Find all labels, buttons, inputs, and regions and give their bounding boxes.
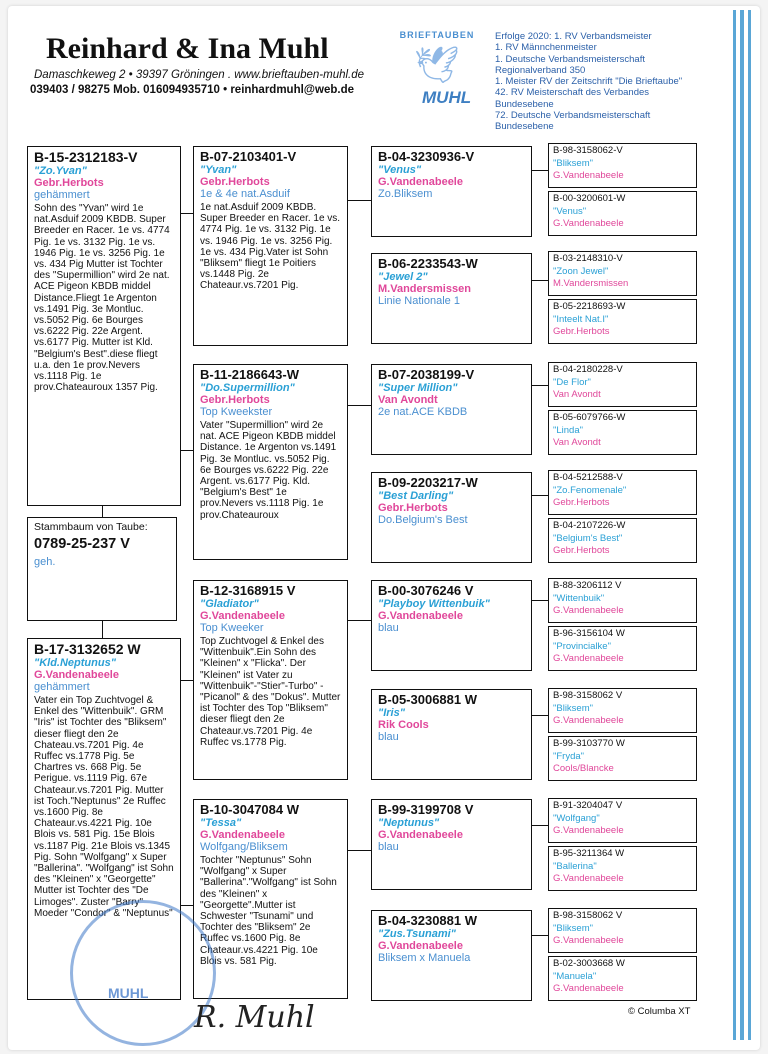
ring-number: B-05-6079766-W [553, 412, 626, 423]
grandparent-box [193, 364, 348, 560]
connector-line [102, 621, 103, 638]
breeder-name: Van Avondt [378, 394, 438, 406]
breeder-name: Gebr.Herbots [378, 502, 448, 514]
pigeon-name: "Iris" [378, 707, 405, 719]
connector-line [181, 213, 193, 214]
breeder-name: G.Vandenabeele [378, 610, 463, 622]
ring-number: B-05-3006881 W [378, 692, 477, 707]
pigeon-name: "Belgium's Best" [553, 532, 623, 544]
ancestor-box [548, 251, 697, 296]
success-line: Regionalverband 350 [495, 64, 586, 76]
great-grandparent-box [371, 580, 532, 671]
pigeon-name: "Fryda" [553, 750, 585, 762]
breeder-name: G.Vandenabeele [553, 605, 624, 616]
breeder-name: Rik Cools [378, 719, 429, 731]
breeder-name: G.Vandenabeele [553, 218, 624, 229]
connector-line [532, 280, 548, 281]
success-line: 42. RV Meisterschaft des Verbandes [495, 87, 650, 99]
connector-line [348, 200, 371, 201]
connector-line [102, 506, 103, 517]
ancestor-box [548, 688, 697, 733]
breeder-name: G.Vandenabeele [553, 825, 624, 836]
ring-number: B-99-3199708 V [378, 802, 474, 817]
pigeon-name: "Bliksem" [553, 922, 593, 934]
subject-label: Stammbaum von Taube: [34, 521, 148, 533]
pigeon-color: 1e & 4e nat.Asduif [200, 188, 290, 200]
breeder-name: G.Vandenabeele [378, 829, 463, 841]
ring-number: B-12-3168915 V [200, 583, 296, 598]
ring-number: B-98-3158062 V [553, 910, 623, 921]
pigeon-name: "Zus.Tsunami" [378, 928, 456, 940]
ancestor-box [548, 736, 697, 781]
ring-number: B-04-3230936-V [378, 149, 475, 164]
ancestor-box [548, 578, 697, 623]
ancestor-box [548, 518, 697, 563]
ancestor-box [548, 410, 697, 455]
ring-number: B-98-3158062-V [553, 145, 623, 156]
pigeon-name: "Zo.Yvan" [34, 165, 87, 177]
connector-line [181, 450, 193, 451]
pigeon-name: "Zo.Fenomenale" [553, 484, 627, 496]
great-grandparent-box [371, 146, 532, 237]
ancestor-box [548, 798, 697, 843]
connector-line [181, 905, 193, 906]
contact-line: 039403 / 98275 Mob. 016094935710 • reinhardmuhl@web.de [30, 84, 354, 96]
pigeon-color: Linie Nationale 1 [378, 295, 460, 307]
ring-number: B-09-2203217-W [378, 475, 478, 490]
pigeon-description: Top Zuchtvogel & Enkel des "Wittenbuik".Ein Sohn des "Kleinen" x "Flicka". Der "Kleinen" ist Vater zu "Wittenbuik"-"Stier"-Turbo" -"Picanol" & des "Dokus". Mutter ist Tochter des Top "Bliksem" dieser fliegt den 2e Chateaur.vs.7201 Pig. 4e Ruffec vs.1778 Pig. [200, 636, 341, 748]
pigeon-description: Tochter "Neptunus" Sohn "Wolfgang" x Super "Ballerina"."Wolfgang" ist Sohn des "Kleinen" x "Georgette".Mutter ist Schwester "Tsunami" und Tochter des "Bliksem" 2e Ruffec vs.1600 Pig. 8e Chateaur.vs.4221 Pig. 10e Blois vs. 581 Pig. [200, 855, 337, 967]
pigeon-name: "Bliksem" [553, 157, 593, 169]
connector-line [532, 170, 548, 171]
connector-line [348, 405, 371, 406]
stamp-text: MUHL [108, 985, 149, 1001]
ring-number: B-03-2148310-V [553, 253, 623, 264]
ring-number: B-99-3103770 W [553, 738, 625, 749]
address-line: Damaschkeweg 2 • 39397 Gröningen . www.brieftauben-muhl.de [34, 69, 365, 81]
great-grandparent-box [371, 799, 532, 890]
breeder-name: Gebr.Herbots [200, 176, 270, 188]
ring-number: B-04-5212588-V [553, 472, 623, 483]
pigeon-name: "Best Darling" [378, 490, 454, 502]
breeder-name: Cools/Blancke [553, 763, 614, 774]
ring-number: B-96-3156104 W [553, 628, 625, 639]
great-grandparent-box [371, 253, 532, 344]
pigeon-name: "De Flor" [553, 376, 591, 388]
grandparent-box [193, 146, 348, 346]
success-line: Erfolge 2020: 1. RV Verbandsmeister [495, 31, 652, 42]
pigeon-color: gehämmert [34, 681, 90, 693]
pigeon-description: Vater "Supermillion" wird 2e nat. ACE Pigeon KBDB middel Distance. 1e Argenton vs.1491 Pig. 3e Montluc. vs.5052 Pig. 6e Bourges vs.6222 Pig. 22e Argent. vs.6177 Pig. Kld. "Belgium's Best" 1e prov.Nevers vs.1118 Pig. 1e prov.Chateauroux [200, 420, 337, 521]
success-line: Bundesebene [495, 98, 554, 110]
great-grandparent-box [371, 910, 532, 1001]
brieftauben-logo [392, 30, 482, 110]
pigeon-name: "Bliksem" [553, 702, 593, 714]
great-grandparent-box [371, 689, 532, 780]
ring-number: B-04-2180228-V [553, 364, 623, 375]
ring-number: B-15-2312183-V [34, 149, 138, 165]
ancestor-box [548, 299, 697, 344]
pigeon-name: "Jewel 2" [378, 271, 428, 283]
pigeon-name: "Super Million" [378, 382, 458, 394]
ring-number: B-02-3003668 W [553, 958, 625, 969]
breeder-name: G.Vandenabeele [553, 715, 624, 726]
breeder-name: G.Vandenabeele [553, 983, 624, 994]
breeder-name: M.Vandersmissen [378, 283, 471, 295]
ring-number: B-06-2233543-W [378, 256, 478, 271]
subject-box [27, 517, 177, 621]
breeder-name: G.Vandenabeele [378, 176, 463, 188]
ring-number: B-04-2107226-W [553, 520, 626, 531]
pigeon-name: "Inteelt Nat.I" [553, 313, 609, 325]
pigeon-name: "Ballerina" [553, 860, 597, 872]
pigeon-color: blau [378, 622, 399, 634]
breeder-name: G.Vandenabeele [200, 610, 285, 622]
ancestor-box [548, 470, 697, 515]
pigeon-color: 2e nat.ACE KBDB [378, 406, 468, 418]
success-line: Bundesebene [495, 121, 554, 133]
breeder-name: Gebr.Herbots [553, 326, 610, 337]
great-grandparent-box [371, 472, 532, 563]
pigeon-color: gehämmert [34, 189, 90, 201]
connector-line [532, 600, 548, 601]
success-line: 72. Deutsche Verbandsmeisterschaft [495, 110, 651, 122]
connector-line [532, 715, 548, 716]
ring-number: B-04-3230881 W [378, 913, 477, 928]
pigeon-name: "Gladiator" [200, 598, 259, 610]
pigeon-name: "Zoon Jewel" [553, 265, 609, 277]
pigeon-name: "Neptunus" [378, 817, 440, 829]
ancestor-box [548, 846, 697, 891]
connector-line [532, 495, 548, 496]
success-list [495, 31, 725, 133]
connector-line [532, 935, 548, 936]
connector-line [348, 620, 371, 621]
pigeon-color: blau [378, 731, 399, 743]
ancestor-box [548, 191, 697, 236]
ancestor-box [548, 956, 697, 1001]
ring-number: B-91-3204047 V [553, 800, 623, 811]
breeder-name: Gebr.Herbots [34, 177, 104, 189]
ring-number: B-88-3206112 V [553, 580, 622, 591]
pigeon-color: blau [378, 841, 399, 853]
pigeon-name: "Provincialke" [553, 640, 611, 652]
connector-line [532, 385, 548, 386]
success-line: 1. RV Männchenmeister [495, 42, 597, 54]
ring-number: B-07-2038199-V [378, 367, 475, 382]
breeder-name: Gebr.Herbots [553, 497, 610, 508]
page-title: Reinhard & Ina Muhl [46, 32, 329, 65]
pigeon-name: "Linda" [553, 424, 583, 436]
grandparent-box [193, 799, 348, 999]
pigeon-description: Sohn des "Yvan" wird 1e nat.Asduif 2009 KBDB. Super Breeder en Racer. 1e vs. 4774 Pig. 1e vs. 3132 Pig. 1e vs. 1946 Pig. 1e vs. 3256 Pig. 1e vs. 434 Pig Mutter ist Tochter des "Supermillion" wird 2e nat. ACE Pigeon KBDB middel Distance.Fliegt 1e Argenton vs.1491 Pig. 3e Montluc. vs.5052 Pig. 6e Bourges vs.6222 Pig. 22e Argent. vs.6177 Pig. Mutter ist Kld. "Belgium's Best".diese fliegt u.a. den 1e prov.Nevers vs.1118 Pig. 1e prov.Chateauroux 1357 Pig. [34, 203, 170, 394]
pigeon-color: Bliksem x Manuela [378, 952, 471, 964]
subject-color: geh. [34, 556, 56, 568]
footer-credit: © Columba XT [628, 1006, 691, 1017]
ring-number: B-95-3211364 W [553, 848, 625, 859]
breeder-name: Van Avondt [553, 437, 601, 448]
connector-line [348, 850, 371, 851]
pigeon-name: "Venus" [553, 205, 587, 217]
pigeon-name: "Tessa" [200, 817, 242, 829]
pigeon-description: 1e nat.Asduif 2009 KBDB. Super Breeder en Racer. 1e vs. 4774 Pig. 1e vs. 3132 Pig. 1e vs. 1946 Pig. 1e vs. 3256 Pig. 1e vs. 434 Pig.Vater ist Sohn "Bliksem" fliegt 1e Poitiers vs.1448 Pig. 2e Chateaur.vs.7201 Pig. [200, 202, 341, 292]
pigeon-description: Vater ein Top Zuchtvogel & Enkel des "Wittenbuik". GRM "Iris" ist Tochter des "Bliksem" dieser fliegt den 2e Chateau.vs.7201 Pig. 4e Ruffec vs.1778 Pig. 5e Chartres vs. 668 Pig. 5e Perigue. vs.1119 Pig. 67e Chateaur.vs.7201 Pig. Mutter ist Toch."Neptunus" 2e Ruffec vs.1600 Pig. 8e Chateaur.vs.4221 Pig. 10e Blois vs. 581 Pig. 15e Blois vs.1187 Pig. 21e Blois vs.1345 Pig. Sohn "Wolfgang" x Super "Ballerina". "Wolfgang" ist Sohn des "Kleinen" x "Georgette" Mutter ist Tochter des "De Limoges". Zuster "Barry" Moeder "Condor" & "Neptunus" [34, 695, 174, 919]
breeder-name: G.Vandenabeele [553, 170, 624, 181]
breeder-name: G.Vandenabeele [553, 653, 624, 664]
pigeon-name: "Playboy Wittenbuik" [378, 598, 490, 610]
ancestor-box [548, 362, 697, 407]
breeder-name: G.Vandenabeele [378, 940, 463, 952]
ring-number: B-07-2103401-V [200, 149, 297, 164]
pigeon-name: "Yvan" [200, 164, 237, 176]
pigeon-name: "Do.Supermillion" [200, 382, 295, 394]
ring-number: B-17-3132652 W [34, 641, 141, 657]
signature: R. Muhl [194, 1000, 315, 1035]
ancestor-box [548, 908, 697, 953]
ring-number: B-10-3047084 W [200, 802, 299, 817]
pigeon-name: "Kld.Neptunus" [34, 657, 116, 669]
subject-ring: 0789-25-237 V [34, 536, 130, 552]
connector-line [532, 825, 548, 826]
pigeon-color: Wolfgang/Bliksem [200, 841, 288, 853]
breeder-name: G.Vandenabeele [200, 829, 285, 841]
breeder-name: M.Vandersmissen [553, 278, 629, 289]
ring-number: B-05-2218693-W [553, 301, 626, 312]
pigeon-color: Top Kweekster [200, 406, 273, 418]
pigeon-color: Zo.Bliksem [378, 188, 433, 200]
decorative-stripes [733, 10, 751, 1040]
breeder-name: Van Avondt [553, 389, 601, 400]
breeder-name: Gebr.Herbots [553, 545, 610, 556]
breeder-name: Gebr.Herbots [200, 394, 270, 406]
ring-number: B-00-3076246 V [378, 583, 474, 598]
pigeon-name: "Wolfgang" [553, 812, 600, 824]
pigeon-name: "Venus" [378, 164, 422, 176]
success-line: 1. Deutsche Verbandsmeisterschaft [495, 53, 645, 65]
logo-bottom-text: MUHL [422, 88, 472, 107]
dove-icon: 🕊 [414, 44, 460, 85]
pigeon-color: Top Kweeker [200, 622, 264, 634]
sire-box [27, 146, 181, 506]
grandparent-box [193, 580, 348, 780]
pigeon-name: "Wittenbuik" [553, 592, 605, 604]
ancestor-box [548, 626, 697, 671]
success-line: 1. Meister RV der Zeitschrift "Die Brieftaube" [495, 76, 683, 88]
ring-number: B-00-3200601-W [553, 193, 626, 204]
pigeon-color: Do.Belgium's Best [378, 514, 468, 526]
ancestor-box [548, 143, 697, 188]
ring-number: B-98-3158062 V [553, 690, 623, 701]
ring-number: B-11-2186643-W [200, 367, 299, 382]
connector-line [181, 680, 193, 681]
breeder-name: G.Vandenabeele [553, 873, 624, 884]
pigeon-name: "Manuela" [553, 970, 597, 982]
logo-top-text: BRIEFTAUBEN [399, 30, 475, 40]
breeder-name: G.Vandenabeele [34, 669, 119, 681]
breeder-name: G.Vandenabeele [553, 935, 624, 946]
great-grandparent-box [371, 364, 532, 455]
